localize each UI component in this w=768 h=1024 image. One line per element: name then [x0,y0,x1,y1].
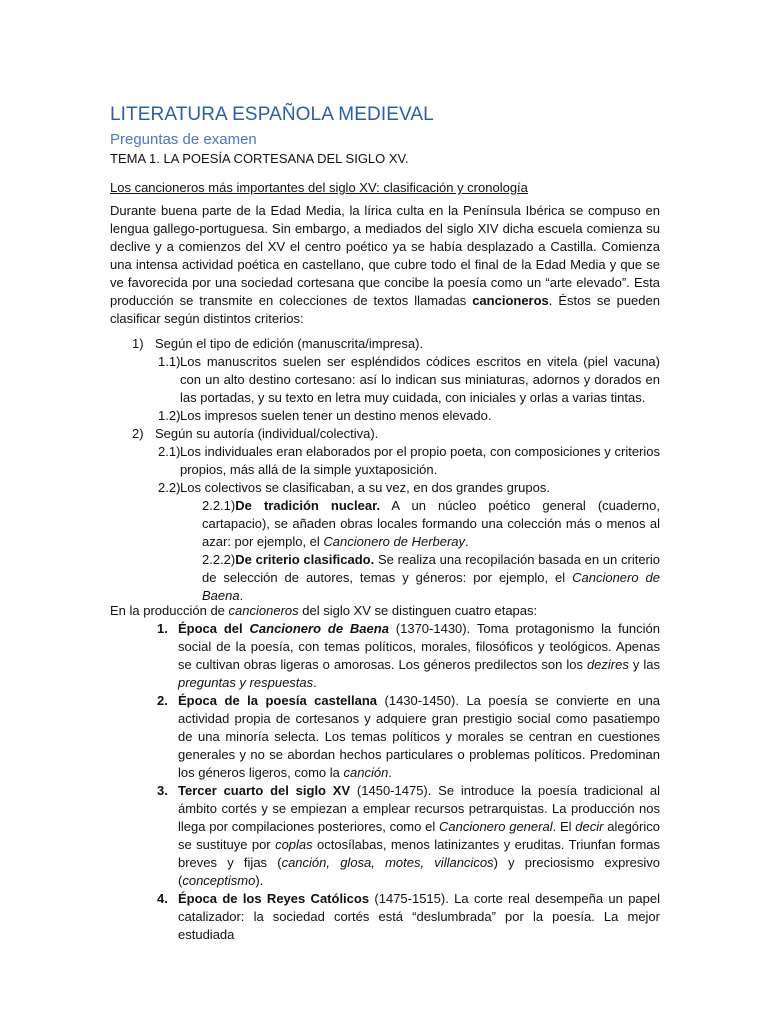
list-text-part: . [388,765,392,780]
stage-title-italic: Cancionero de Baena [249,621,389,636]
list-number: 2.2.2) [202,552,236,567]
genre-term: preguntas y respuestas [178,675,314,690]
list-number: 3. [157,783,168,798]
genre-term: coplas [275,837,313,852]
list-text-part: ) y preciosismo expresivo ( [178,855,660,888]
list-text-part: ). [255,873,264,888]
stage-title: Época de los Reyes Católicos [178,891,370,906]
list-bold: De tradición nuclear. [235,498,381,513]
list-text: Los manuscritos suelen ser espléndidos códices escritos en vitela (piel vacuna) con un alto destino cortesano: así lo indican sus miniaturas, adornos y dorados en las portadas, y su texto en letra muy cuidada, con iniciales y orlas a varias tintas. [180,354,660,405]
stage-title: Tercer cuarto del siglo XV [178,783,351,798]
list-item [110,479,660,497]
list-text-part: . [239,588,244,603]
list-text [202,551,660,605]
list-text: Los individuales eran elaborados por el propio poeta, con composiciones y criterios propios, más allá de la simple yuxtaposición. [180,444,660,477]
list-text: Según su autoría (individual/colectiva). [155,426,379,441]
list-text [178,692,660,782]
topic-heading: TEMA 1. LA POESÍA CORTESANA DEL SIGLO XV. [110,151,409,166]
list-text: Los colectivos se clasificaban, a su vez, en dos grandes grupos. [180,480,550,495]
list-text-part: alegórico se sustituye por [178,819,660,852]
list-bold: De criterio clasificado. [235,552,375,567]
list-text [202,497,660,551]
genre-term: conceptismo [182,873,256,888]
list-item [110,620,660,692]
work-title: Cancionero general [438,819,553,834]
list-text-part: (1370-1430). Toma protagonismo la función social de la poesía, con temas políticos, morales, filosóficos y teológicos. Apenas se cultivan obras ligeras o amorosas. Los géneros predilectos son los [178,621,661,672]
stages-intro [110,602,660,620]
classification-list [110,335,660,605]
intro-paragraph [110,202,660,328]
list-item [110,497,660,551]
list-number: 2.2.1) [202,498,236,513]
list-item [110,551,660,605]
list-text-part: . El [552,819,576,834]
list-item [110,353,660,407]
list-number: 1.2) [158,408,181,423]
genre-term: canción, glosa, motes, villancicos [281,855,494,870]
intro-text-end: . Éstos se pueden clasificar según distintos criterios: [110,293,660,326]
list-number: 1.1) [158,354,181,369]
list-item [110,692,660,782]
list-text: Los impresos suelen tener un destino menos elevado. [180,408,492,423]
list-text [178,890,660,944]
list-item [110,425,660,443]
stages-intro-text: En la producción de [110,603,229,618]
work-title: Cancionero de Herberay [323,534,466,549]
list-text-part: (1450-1475). Se introduce la poesía tradicional al ámbito cortés y se empiezan a emplear recursos petrarquistas. La producción nos llega por compilaciones posteriores, como el [178,783,661,834]
list-number: 2.2) [158,480,181,495]
genre-term: decir [575,819,604,834]
list-text-part: (1430-1450). La poesía se convierte en una actividad propia de cortesanos y adquiere gran prestigio social como pasatiempo de una minoría selecta. Los temas políticos y morales se centran en cuestiones generales y no se abordan hechos particulares o problemas políticos. Predominan los géneros ligeros, como la [178,693,660,780]
list-text [178,620,660,692]
list-number: 1. [157,621,168,636]
list-number: 4. [157,891,168,906]
stage-title: Época de la poesía castellana [178,693,378,708]
list-item [110,407,660,425]
list-text-part: . [313,675,317,690]
intro-bold-term: cancioneros [472,293,549,308]
list-item [110,890,660,944]
list-text-part: (1475-1515). La corte real desempeña un papel catalizador: la sociedad cortés está “deslumbrada” por la poesía. La mejor estudiada [178,891,661,942]
document-title: LITERATURA ESPAÑOLA MEDIEVAL [110,104,434,125]
list-text-part: Se realiza una recopilación basada en un criterio de selección de autores, temas y géneros: por ejemplo, el [202,552,660,585]
list-text-part: A un núcleo poético general (cuaderno, cartapacio), se añaden obras locales formando una colección más o menos al azar: por ejemplo, el [202,498,660,549]
stages-list [110,620,660,944]
document-subtitle: Preguntas de examen [110,131,257,148]
stage-title: Época del [178,621,250,636]
list-item [110,335,660,353]
list-text-part: y las [628,657,660,672]
list-text-part: octosílabas, menos latinizantes y eruditas. Triunfan formas breves y fijas ( [178,837,661,870]
section-heading: Los cancioneros más importantes del siglo XV: clasificación y cronología [110,180,528,195]
list-number: 2) [132,426,144,441]
list-item [110,782,660,890]
list-text-part: . [465,534,469,549]
stages-intro-text-end: del siglo XV se distinguen cuatro etapas: [298,603,538,618]
list-number: 2. [157,693,168,708]
list-item [110,443,660,479]
genre-term: dezires [586,657,629,672]
list-number: 1) [132,336,144,351]
stages-intro-italic: cancioneros [228,603,299,618]
intro-text: Durante buena parte de la Edad Media, la lírica culta en la Península Ibérica se compuso en lengua gallego-portuguesa. Sin embargo, a mediados del siglo XIV dicha escuela comienza su declive y a comienzos del XV el centro poético ya se había desplazado a Castilla. Comienza una intensa actividad poética en castellano, que cubre todo el final de la Edad Media y que se ve favorecida por una sociedad cortesana que concibe la poesía como un “arte elevado”. Esta producción se transmite en colecciones de textos llamadas [110,203,660,308]
work-title: Cancionero de Baena [202,570,661,603]
list-text [178,782,660,890]
genre-term: canción [343,765,389,780]
list-number: 2.1) [158,444,181,459]
list-text: Según el tipo de edición (manuscrita/impresa). [155,336,424,351]
